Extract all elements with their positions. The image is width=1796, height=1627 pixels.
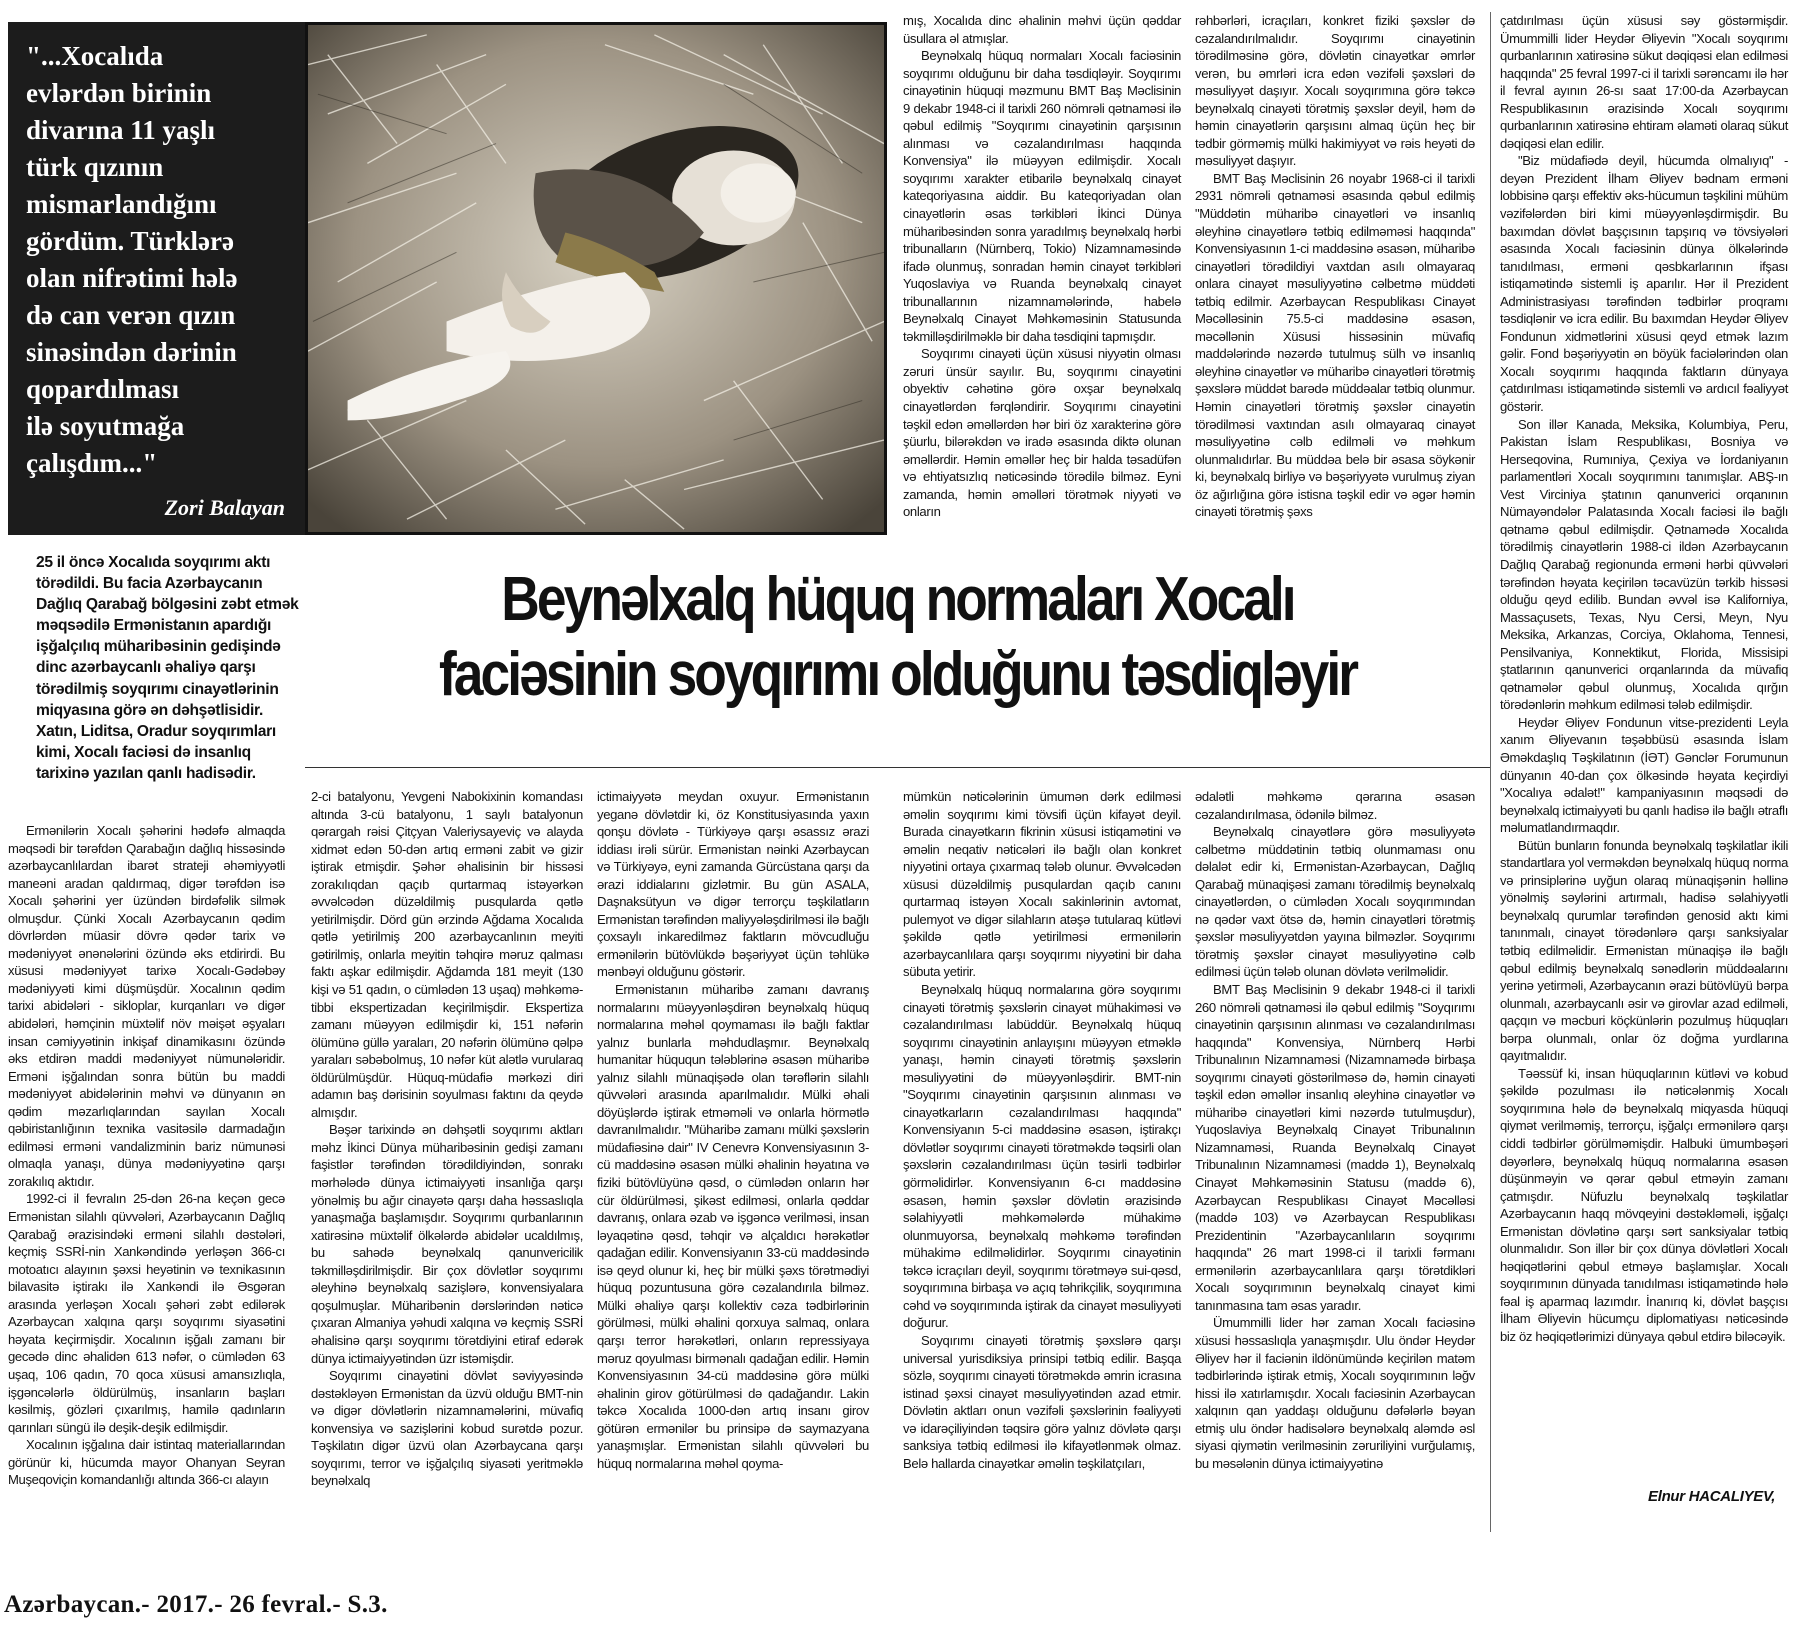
- column-paragraph: BMT Baş Məclisinin 26 noyabr 1968-ci il tarixli 2931 nömrəli qətnaməsi əsasında qəbul edilmiş "Müddətin müharibə cinayətləri və insanlıq əleyhinə cinayətlərə tətbiq edilməməsi haqqında" Konvensiyasının 1-ci maddəsinə əsasən, müharibə cinayətləri törədildiyi vaxtdan asılı olmayaraq onlara cinayət məsuliyyətinə cəlbetmə müddəti tətbiq edilmir. Azərbaycan Respublikası Cinayət Məcəlləsinin 75.5-ci maddəsinə əsasən, məcəllənin Xüsusi hissəsinin müvafiq maddələrində nəzərdə tutulmuş sülh və insanlıq əleyhinə cinayətlər və müharibə cinayətləri törətmiş şəxslərə müddət barədə müddəalar tətbiq olunmur. Həmin cinayətləri törətmiş şəxslər cinayətin törədilməsi vaxtından asılı olmayaraq cinayət məsuliyyətinə cəlb edilməli və məhkum olunmalıdırlar. Bu müddəa belə bir əsasa söykənir ki, beynəlxalq birliyə və bəşəriyyətə vurulmuş ziyan öz ağırlığına görə istisna təşkil edir və əgər həmin cinayəti törətmiş şəxs: [1195, 170, 1475, 520]
- column-paragraph: BMT Baş Məclisinin 9 dekabr 1948-ci il tarixli 260 nömrəli qətnaməsi ilə qəbul edilmiş "Soyqırımı cinayətinin qarşısının alınması və cəzalandırılması haqqında" Konvensiya, Nürnberq Hərbi Tribunalının Nizamnaməsi (Nizamnamədə birbaşa soyqırımı cinayəti göstərilməsə də, həmin cinayəti təşkil edən əməllər insanlıq əleyhinə cinayətlər və müharibə cinayətləri kimi nəzərdə tutulmuşdur), Yuqoslaviya Beynəlxalq Cinayət Tribunalının Nizamnaməsi, Ruanda Beynəlxalq Cinayət Tribunalının Nizamnaməsi (maddə 1), Beynəlxalq Cinayət Məhkəməsinin Statusu (maddə 6), Azərbaycan Respublikası Cinayət Məcəlləsi (maddə 103) və Azərbaycan Respublikası Prezidentinin "Azərbaycanlıların soyqırımı haqqında" 26 mart 1998-ci il tarixli fərmanı ermənilərin azərbaycanlılara qarşı törətdikləri Xocalı soyqırımının beynəlxalq cinayət kimi tanınmasına tam əsas yaradır.: [1195, 982, 1475, 1313]
- column-paragraph: Soyqırımı cinayəti üçün xüsusi niyyətin olması zəruri ünsür sayılır. Bu, soyqırımı cinayətini obyektiv cəhətinə görə oxşar beynəlxalq cinayətlərdən fərqləndirir. Soyqırımı cinayətini təşkil edən əməllərdən hər biri öz xarakterinə görə şüurlu, bilərəkdən və iradə əsasında diktə olunan əməllərdir. Həmin əməllər heç bir halda təsadüfən və ehtiyatsızlıq nəticəsində törədilə bilməz. Eyni zamanda, həmin əməlləri törətmək niyyəti və onların: [903, 346, 1181, 520]
- column-paragraph: Beynəlxalq cinayətlərə görə məsuliyyətə cəlbetmə müddətinin tətbiq olunmaması onu dəlalət edir ki, Ermənistan-Azərbaycan, Dağlıq Qarabağ münaqişəsi zamanı törədilmiş beynəlxalq cinayətlərdən, o cümlədən Xocalı soyqırımından nə qədər vaxt ötsə də, həmin cinayətləri törətmiş şəxslər məsuliyyətdən yayına bilməzlər. Soyqırımı törətmiş şəxslər cinayət məsuliyyətinə cəlb edilməsi üçün tələb olunan dövlətə verilməlidir.: [1195, 824, 1475, 980]
- column-5-bottom: [1195, 788, 1475, 1472]
- column-2: [311, 788, 583, 1490]
- source-citation: Azərbaycan.- 2017.- 26 fevral.- S.3.: [4, 1591, 388, 1618]
- column-paragraph: mümkün nəticələrinin ümumən dərk edilməsi əməlin soyqırımı kimi tövsifi üçün kifayət deyil. Burada cinayətkarın fikrinin xüsusi istiqamətini və əməlin neqativ nəticələri ilə bağlı olan konkret niyyətini ortaya çıxarmaq tələb olunur. Əvvəlcədən xüsusi düzəldilmiş pusqulardan qaçıb canını qurtarmaq istəyən Xocalı sakinlərinin avtomat, pulemyot və digər silahların atəşə tutularaq kütləvi şəkildə qətlə yetirilməsi ermənilərin azərbaycanlılara qarşı soyqırımı niyyətini bir daha sübuta yetirir.: [903, 789, 1181, 980]
- article-photo: [305, 22, 887, 535]
- column-paragraph: Heydər Əliyev Fondunun vitse-prezidenti Leyla xanım Əliyevanın təşəbbüsü əsasında İslam Əməkdaşlıq Təşkilatının (İƏT) Gənclər Forumunun dünyanın 40-dan çox ölkəsində həyata keçirdiyi "Xocalıya ədalət!" kampaniyasının məqsədi də beynəlxalq ictimaiyyəti bu qanlı hadisə ilə bağlı ətraflı məlumatlandırmaqdır.: [1500, 714, 1788, 836]
- column-paragraph: "Biz müdafiədə deyil, hücumda olmalıyıq" - deyən Prezident İlham Əliyev bədnam erməni lobbisinə qarşı effektiv əks-hücumun təşkilini mühüm vəzifələrdən biri kimi müəyyənləşdirmişdir. Bu baxımdan dövlət başçısının tapşırıq və tövsiyələri əsasında Xocalı faciəsinin dünya ölkələrində tanıdılması, erməni qəsbkarlarının ifşası istiqamətində sistemli iş aparılır. Hər il Prezident Administrasiyası tərəfindən tədbirlər proqramı təsdiqlənir və icra edilir. Bu baxımdan Heydər Əliyev Fondunun xidmətlərini xüsusi qeyd etmək lazım gəlir. Fond bəşəriyyətin ən böyük faciələrindən olan Xocalı soyqırımı haqqında faktların dünyaya çatdırılması istiqamətində sistemli və ardıcıl fəaliyyət göstərir.: [1500, 153, 1788, 415]
- column-paragraph: Beynəlxalq hüquq normaları Xocalı faciəsinin soyqırımı olduğunu bir daha təsdiqləyir. Soyqırımı cinayətinin hüquqi məzmunu BMT Baş Məclisinin 9 dekabr 1948-ci il tarixli 260 nömrəli qətnaməsi ilə qəbul edilmiş "Soyqırımı cinayətinin qarşısının alınması və cəzalandırılması haqqında Konvensiya" ilə müəyyən edilmişdir. Xocalı soyqırımı xarakter etibarilə beynəlxalq cinayət kateqoriyasına aiddir. Bu kateqoriyadan olan cinayətlərin əsas tərkibləri İkinci Dünya müharibəsindən sonra yaradılmış beynəlxalq hərbi tribunalların (Nürnberq, Tokio) Nizamnaməsində ifadə olunmuş, sonradan həmin cinayət tərkibləri Yuqoslaviya və Ruanda beynəlxalq cinayət tribunallarının nizamnamələrində, habelə Beynəlxalq Cinayət Məhkəməsinin Statusunda təkmilləşdirilməklə bir daha təsdiqini tapmışdır.: [903, 48, 1181, 344]
- headline-line-2: faciəsinin soyqırımı olduğunu təsdiqləyir: [438, 640, 1357, 709]
- column-paragraph: Ümummilli lider hər zaman Xocalı faciəsinə xüsusi həssaslıqla yanaşmışdır. Ulu öndər Heydər Əliyev hər il faciənin ildönümündə keçirilən matəm tədbirlərində iştirak etmiş, Xocalı soyqırımının ləğv hissi ilə xatırlamışdır. Xocalı faciəsinin Azərbaycan xalqının qan yaddaşı olduğunu dəfələrlə bəyan etmiş ulu öndər hadisələrə beynəlxalq aləmdə əsl siyasi qiymətin verilməsinin zəruriliyini vurğulamış, bu məsələnin dünya ictimaiyyətinə: [1195, 1315, 1475, 1471]
- column-4-bottom: [903, 788, 1181, 1472]
- column-paragraph: mış, Xocalıda dinc əhalinin məhvi üçün qəddar üsullara əl atmışlar.: [903, 13, 1181, 46]
- column-paragraph: 2-ci batalyonu, Yevgeni Nabokixinin komandası altında 3-cü batalyonu, 1 saylı batalyonun qərargah rəisi Çitçyan Valeriysayeviç və alayda xidmət edən 50-dən artıq erməni zabit və gizir iştirak etmişdir. Şəhər əhalisinin bir hissəsi zorakılıqdan qaçıb qurtarmaq istəyərkən əvvəlcədən düzəldilmiş pusqularda qətlə yetirilmişdir. Dörd gün ərzində Ağdama Xocalıda qətlə yetirilmiş 200 azərbaycanlının meyiti gətirilmiş, onlarla meyitin təhqirə məruz qalması faktı aşkar edilmişdir. Ağdamda 181 meyit (130 kişi və 51 qadın, o cümlədən 13 uşaq) məhkəmə-tibbi ekspertizadan keçirilmişdir. Ekspertiza zamanı müəyyən edilmişdir ki, 151 nəfərin ölümünə güllə yaraları, 20 nəfərin ölümünə qəlpə yaraları səbəbolmuş, 10 nəfər küt alətlə vurularaq öldürülmüşdür. Hüquq-müdafiə mərkəzi diri adamın baş dərisinin soyulması faktını da qeydə almışdır.: [311, 789, 583, 1120]
- headline-line-1: Beynəlxalq hüquq normaları Xocalı: [501, 565, 1294, 634]
- column-4-top: [903, 12, 1181, 521]
- column-6: [1500, 12, 1788, 1346]
- quote-box: [8, 22, 305, 535]
- article-headline: [388, 562, 1407, 712]
- column-paragraph: Beynəlxalq hüquq normalarına görə soyqırımı cinayəti törətmiş şəxslərin cinayət mühakiməsi və cəzalandırılması labüddür. Beynəlxalq hüquq soyqırımı cinayətinin anlayışını müəyyən etməklə yanaşı, həmin cinayəti törətmiş şəxslərin məsuliyyətini də müəyyənləşdirir. BMT-nin "Soyqırımı cinayətinin qarşısının alınması və cinayətkarların cəzalandırılması haqqında" Konvensiyanın 5-ci maddəsinə əsasən, iştirakçı dövlətlər soyqırımı cinayəti törətməkdə təqsirli olan şəxslərin cəzalandırılması üçün təsirli tədbirlər görməlidirlər. Konvensiyanın 6-cı maddəsinə əsasən, həmin şəxslər dövlətin ərazisində səlahiyyətli məhkəmələrdə mühakimə olunmuyorsa, beynəlxalq məhkəmə tərəfindən mühakimə edilməlidirlər. Soyqırımı cinayətinin təkcə icraçıları deyil, soyqırımı törətməyə sui-qəsd, soyqırımına birbaşa və açıq təhrikçilik, soyqırımına cəhd və soyqırımında iştirak da cinayət məsuliyyəti doğurur.: [903, 982, 1181, 1331]
- column-paragraph: Təəssüf ki, insan hüquqlarının kütləvi və kobud şəkildə pozulması ilə nəticələnmiş Xocalı soyqırımına hələ də beynəlxalq miqyasda hüquqi qiymət verilməmiş, terrorçu, işğalçı ermənilərə qarşı ciddi tədbirlər görülməmişdir. Halbuki ümumbəşəri dəyərlərə, beynəlxalq hüquq normalarına əsasən düşünməyin və qərar qəbul etməyin zamanı çatmışdır. Nüfuzlu beynəlxalq təşkilatlar Azərbaycanın haqq mövqeyini dəstəkləməli, işğalçı Ermənistan dövlətinə qarşı sərt sanksiyalar tətbiq olunmalıdır. Son illər bir çox dünya dövlətləri Xocalı həqiqətlərini qəbul etməyə başlamışlar. Xocalı soyqırımının dünyada tanıdılması istiqamətində hələ fəal iş aparmaq lazımdır. İnanırıq ki, dövlət başçısı İlham Əliyevin hücumçu diplomatiyası nəticəsində biz öz həqiqətlərimizi dünyaya qəbul etdirə biləcəyik.: [1500, 1065, 1788, 1345]
- column-paragraph: Bütün bunların fonunda beynəlxalq təşkilatlar ikili standartlara yol verməkdən beynəlxalq hüquq norma və prinsiplərinə uyğun olaraq münaqişənin həllinə yönəlmiş səylərini artırmalı, hadisə səlahiyyətli beynəlxalq qurumlar tərəfindən genosid aktı kimi tanınmalı, cinayət törədənlərə qarşı sanksiyalar tətbiq edilməlidir. Ermənistan münaqişə ilə bağlı qəbul edilmiş beynəlxalq sənədlərin müddəalarını yerinə yetirməli, Azərbaycanın ərazi bütövlüyü bərpa olunmalı, azərbaycanlı əsir və girovlar azad edilməli, qaçqın və məcburi köçkünlərin pozulmuş hüquqları bərpa olunmalı, onlar öz doğma yurdlarına qayıtmalıdır.: [1500, 837, 1788, 1064]
- column-paragraph: Bəşər tarixində ən dəhşətli soyqırımı aktları məhz İkinci Dünya müharibəsinin gedişi zamanı faşistlər tərəfindən törədildiyindən, sonrakı mərhələdə dünya ictimaiyyəti insanlığa qarşı yönəlmiş bu ağır cinayətə qarşı daha həssaslıqla yanaşmağa başlamışdır. Soyqırımı qurbanlarının xatirəsinə müxtəlif ölkələrdə abidələr ucaldılmış, bu sahədə beynəlxalq qanunvericilik təkmilləşdirilmişdir. Bir çox dövlətlər soyqırımı əleyhinə beynəlxalq sazişlərə, konvensiyalara qoşulmuşlar. Müharibənin dərslərindən nəticə çıxaran Almaniya yəhudi xalqına və keçmiş SSRİ əhalisinə qarşı soyqırımı törətdiyini etiraf edərək dünya ictimaiyyətindən üzr istəmişdir.: [311, 1122, 583, 1366]
- lead-text: 25 il öncə Xocalıda soyqırımı aktı törədildi. Bu facia Azərbaycanın Dağlıq Qarabağ bölgəsini zəbt etmək məqsədilə Ermənistanın apardığı işğalçılıq müharibəsinin gedişində dinc azərbaycanlı əhaliyə qarşı törədilmiş soyqırımı cinayətlərinin miqyasına görə ən dəhşətlisidir. Xatın, Liditsa, Oradur soyqırımları kimi, Xocalı faciəsi də insanlıq tarixinə yazılan qanlı hadisədir.: [36, 554, 299, 782]
- column-paragraph: Soyqırımı cinayətini dövlət səviyyəsində dəstəkləyən Ermənistan da üzvü olduğu BMT-nin və digər dövlətlərin nizamnamələrini, müvafiq konvensiya və sazişlərini kobud surətdə pozur. Təşkilatın digər üzvü olan Azərbaycana qarşı soyqırımı, terror və işğalçılıq siyasəti yeritməklə beynəlxalq: [311, 1368, 583, 1489]
- column-paragraph: Ermənilərin Xocalı şəhərini hədəfə almaqda məqsədi bir tərəfdən Qarabağın dağlıq hissəsində azərbaycanlılardan ibarət strateji əhəmiyyətli maneəni aradan qaldırmaq, digər tərəfdən isə Xocalı şəhərini yer üzündən birdəfəlik silmək olmuşdur. Çünki Xocalı Azərbaycanın qədim dövrlərdən müasir dövrə qədər tarix və mədəniyyət ənənələrini özündə əks etdirirdi. Bu xüsusi mədəniyyət tarixə Xocalı-Gədəbəy mədəniyyəti kimi düşmüşdür. Xocalının qədim tarixi abidələri - sikloplar, kurqanları və digər abidələri, həmçinin müxtəlif növ məişət əşyaları insan cəmiyyətinin inkişaf dinamikasını özündə əks etdirən maddi mədəniyyət nümunələridir. Erməni işğalından sonra bütün bu maddi mədəniyyət abidələrinin məhvi və dünyanın ən qədim məzarlıqlarından sayılan Xocalı qəbiristanlığının texnika vasitəsilə darmadağın edilməsi erməni vandalizminin bariz nümunəsi olmaqla yanaşı, dünya mədəniyyətinə qarşı zorakılıq aktıdır.: [8, 823, 285, 1189]
- column-paragraph: Xocalının işğalına dair istintaq materiallarından görünür ki, hücumda mayor Ohanyan Seyran Muşeqoviçin komandanlığı altında 366-cı alayın: [8, 1437, 285, 1488]
- column-paragraph: Son illər Kanada, Meksika, Kolumbiya, Peru, Pakistan İslam Respublikası, Bosniya və Herseqovina, Rumıniya, Çexiya və İordaniyanın parlamentləri Xocalı soyqırımını tanımışlar. ABŞ-ın Vest Virciniya ştatının qanunverici orqanının Nümayəndələr Palatasında Xocalı faciəsi ilə bağlı qətnamə qəbul edilmişdir. Qətnamədə Xocalıda törədilmiş cinayətlərin 1988-ci ildən Azərbaycanın Dağlıq Qarabağ regionunda erməni hərbi qüvvələri tərəfindən həyata keçirilən təcavüzün tərkib hissəsi olduğu qeyd edilib. Bundan əvvəl isə Kaliforniya, Massaçusets, Texas, Nyu Cersi, Meyn, Nyu Meksika, Arkanzas, Corciya, Oklahoma, Tennesi, Pensilvaniya, Konnektikut, Florida, Missisipi ştatlarının qanunverici orqanlarında da müvafiq qətnamələr qəbul olunmuş, Xocalıda qırğın törədənlərin məhkum edilməsi tələb edilmişdir.: [1500, 416, 1788, 713]
- column-3: [597, 788, 869, 1472]
- article-lead: [36, 552, 301, 784]
- column-1: [8, 822, 285, 1489]
- column-5-top: [1195, 12, 1475, 521]
- column-paragraph: rəhbərləri, icraçıları, konkret fiziki şəxslər də cəzalandırılmalıdır. Soyqırımı cinayətinin törədilməsinə görə, dövlətin cinayətkar əmrlər verən, bu əmrləri icra edən vəzifəli şəxsləri də məsuliyyət daşıyır. Xocalı soyqırımına görə təkcə beynəlxalq cinayəti törətmiş şəxslər deyil, həm də həmin cinayətlərin qarşısını almaq üçün heç bir tədbir görməmiş mülki hakimiyyət və rəis heyəti də məsuliyyət daşıyır.: [1195, 13, 1475, 169]
- column-paragraph: Soyqırımı cinayəti törətmiş şəxslərə qarşı universal yurisdiksiya prinsipi tətbiq edilir. Başqa sözlə, soyqırımı cinayəti törətməkdə əmrin icrasına istinad şəxsi cinayət məsuliyyətindən azad etmir. Dövlətin aktları onun vəzifəli şəxslərinin fəaliyyəti və idarəçiliyindən təqsirə görə yalnız dövlətə qarşı sanksiya tətbiq edilməsi ilə kifayətlənmək olmaz. Belə hallarda cinayətkar əməlin təşkilatçıları,: [903, 1332, 1181, 1471]
- column-paragraph: 1992-ci il fevralın 25-dən 26-na keçən gecə Ermənistan silahlı qüvvələri, Azərbaycanın Dağlıq Qarabağ ərazisindəki erməni silahlı dəstələri, keçmiş SSRİ-nin Xankəndində yerləşən 366-cı motoatıcı alayının şəxsi heyətinin və texnikasının bilavasitə iştirakı ilə Xankəndi ilə Əsgəran arasında yerləşən Xocalı şəhəri zəbt edilərək Azərbaycan xalqına qarşı soyqırımı siyasətini həyata keçirmişdir. Xocalının işğalı zamanı bir gecədə dinc əhalidən 613 nəfər, o cümlədən 63 uşaq, 106 qadın, 70 qoca xüsusi amansızlıqla, işgəncələrlə öldürülmüş, insanların başları kəsilmiş, gözləri çıxarılmış, hamilə qadınların qarınları süngü ilə deşik-deşik edilmişdir.: [8, 1191, 285, 1435]
- quote-text: "...Xocalıda evlərdən birinin divarına 11 yaşlı türk qızının mismarlandığını gördüm. Türklərə olan nifrətimi hələ də can verən qızın sinəsindən dərinin qopardılması ilə soyutmağa çalışdım...": [26, 41, 238, 478]
- column-paragraph: ədalətli məhkəmə qərarına əsasən cəzalandırılmasa, ödənilə bilməz.: [1195, 789, 1475, 822]
- article-author: Elnur HACALIYEV,: [1648, 1488, 1776, 1505]
- column-divider: [1490, 12, 1491, 1532]
- photo-image: [308, 25, 884, 532]
- column-paragraph: Ermənistanın müharibə zamanı davranış normalarını müəyyənləşdirən beynəlxalq hüquq normalarına məhəl qoymaması ilə bağlı faktlar yalnız bunlarla məhdudlaşmır. Beynəlxalq humanitar hüququn tələblərinə əsasən müharibə yalnız silahlı münaqişədə olan tərəflərin silahlı qüvvələri arasında aparılmalıdır. Mülki əhali döyüşlərdə iştirak etməməli və onlarla hörmətlə davranılmalıdır. "Müharibə zamanı mülki şəxslərin müdafiəsinə dair" IV Cenevrə Konvensiyasının 3-cü maddəsinə əsasən mülki əhalinin həyatına və fiziki bütövlüyünə qəsd, o cümlədən onların hər cür öldürülməsi, şikəst edilməsi, onlarla qəddar davranış, onlara əzab və işgəncə verilməsi, insan ləyaqətinə qəsd, təhqir və alçaldıcı hərəkətlər qadağan edilir. Konvensiyanın 33-cü maddəsində isə qeyd olunur ki, heç bir mülki şəxs törətmədiyi hüquq pozuntusuna görə cəzalandırıla bilməz. Mülki əhaliyə qarşı kollektiv cəza tədbirlərinin görülməsi, mülki əhalini qorxuya salmaq, onlara qarşı terror hərəkətləri, onların repressiyaya məruz qoyulması birmənalı qadağan edilir. Həmin Konvensiyasının 34-cü maddəsinə görə mülki əhalinin girov götürülməsi də qadağandır. Lakin təkcə Xocalıda 1000-dən artıq insanı girov götürən ermənilər bu prinsipə də saymazyana yanaşmışlar. Ermənistan silahlı qüvvələri bu hüquq normalarına məhəl qoyma-: [597, 982, 869, 1471]
- quote-author: Zori Balayan: [164, 495, 285, 520]
- column-paragraph: ictimaiyyətə meydan oxuyur. Ermənistanın yeganə dövlətdir ki, öz Konstitusiyasında yaxın qonşu dövlətə - Türkiyəyə qarşı əsassız ərazi iddiası irəli sürür. Ermənistan nəinki Azərbaycan və Türkiyəyə, eyni zamanda Gürcüstana qarşı da ərazi iddialarını gizlətmir. Bu gün ASALA, Daşnaksütyun və digər terrorçu təşkilatların Ermənistan tərəfindən maliyyələşdirilməsi ilə bağlı çoxsaylı inkaredilməz faktların mövcudluğu ermənilərin bütövlükdə bəşəriyyət üçün təhlükə mənbəyi olduğunu göstərir.: [597, 789, 869, 980]
- headline-rule: [305, 767, 1490, 768]
- column-paragraph: çatdırılması üçün xüsusi səy göstərmişdir. Ümummilli lider Heydər Əliyevin "Xocalı soyqırımı qurbanlarının xatirəsinə sükut dəqiqəsi elan edilməsi haqqında" 25 fevral 1997-ci il tarixli sərəncamı ilə hər il fevral ayının 26-sı saat 17:00-da Azərbaycan Respublikasının ərazisində Xocalı soyqırımı qurbanlarının xatirəsinə ehtiram əlaməti olaraq sükut dəqiqəsi elan edilir.: [1500, 13, 1788, 151]
